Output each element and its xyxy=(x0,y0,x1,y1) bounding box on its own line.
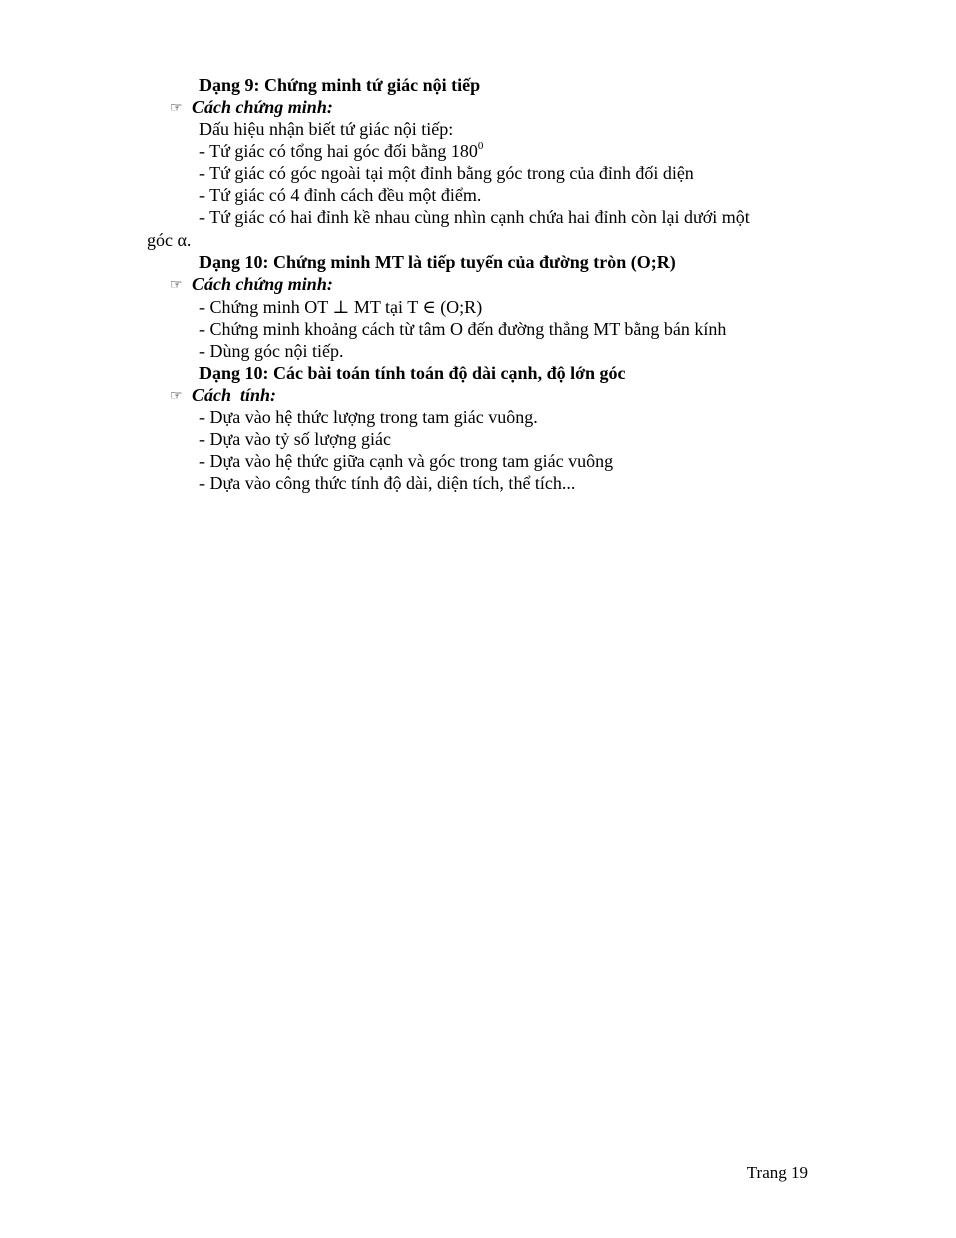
section-10b-method-label: Cách tính: xyxy=(192,385,277,405)
section-9-method xyxy=(170,96,333,120)
section-10b-item-1: - Dựa vào hệ thức lượng trong tam giác vuông. xyxy=(199,407,538,427)
section-10a-method-label: Cách chứng minh: xyxy=(192,274,333,294)
section-10a-method xyxy=(170,273,333,297)
section-9-item-3: - Tứ giác có 4 đỉnh cách đều một điểm. xyxy=(199,185,482,205)
section-9-item-2: - Tứ giác có góc ngoài tại một đỉnh bằng góc trong của đỉnh đối diện xyxy=(199,163,694,183)
section-9-item-4: - Tứ giác có hai đỉnh kề nhau cùng nhìn cạnh chứa hai đỉnh còn lại dưới một xyxy=(199,207,750,227)
degree-superscript: 0 xyxy=(477,140,484,152)
section-10b-item-2: - Dựa vào tỷ số lượng giác xyxy=(199,429,391,449)
section-10b-item-4: - Dựa vào công thức tính độ dài, diện tích, thể tích... xyxy=(199,473,576,493)
section-10b-method xyxy=(170,384,276,408)
pointing-hand-icon: ☞ xyxy=(170,389,183,404)
section-9-method-label: Cách chứng minh: xyxy=(192,97,333,117)
section-9-item-1-text: - Tứ giác có tổng hai góc đối bằng 180 xyxy=(199,141,478,161)
section-10a-title: Dạng 10: Chứng minh MT là tiếp tuyến của đường tròn (O;R) xyxy=(199,252,676,272)
section-9-item-4-continuation: góc α. xyxy=(147,230,192,250)
pointing-hand-icon: ☞ xyxy=(170,101,183,116)
page-number: Trang 19 xyxy=(746,1163,808,1182)
pointing-hand-icon: ☞ xyxy=(170,278,183,293)
section-10a-item-1: - Chứng minh OT ⊥ MT tại T ∈ (O;R) xyxy=(199,297,483,317)
section-10a-item-3: - Dùng góc nội tiếp. xyxy=(199,341,344,361)
section-10b-item-3: - Dựa vào hệ thức giữa cạnh và góc trong tam giác vuông xyxy=(199,451,614,471)
section-9-title: Dạng 9: Chứng minh tứ giác nội tiếp xyxy=(199,75,481,95)
section-9-item-1 xyxy=(199,140,483,162)
section-10a-item-2: - Chứng minh khoảng cách từ tâm O đến đường thẳng MT bằng bán kính xyxy=(199,319,727,339)
section-9-intro: Dấu hiệu nhận biết tứ giác nội tiếp: xyxy=(199,119,454,139)
section-10b-title: Dạng 10: Các bài toán tính toán độ dài cạnh, độ lớn góc xyxy=(199,363,626,383)
